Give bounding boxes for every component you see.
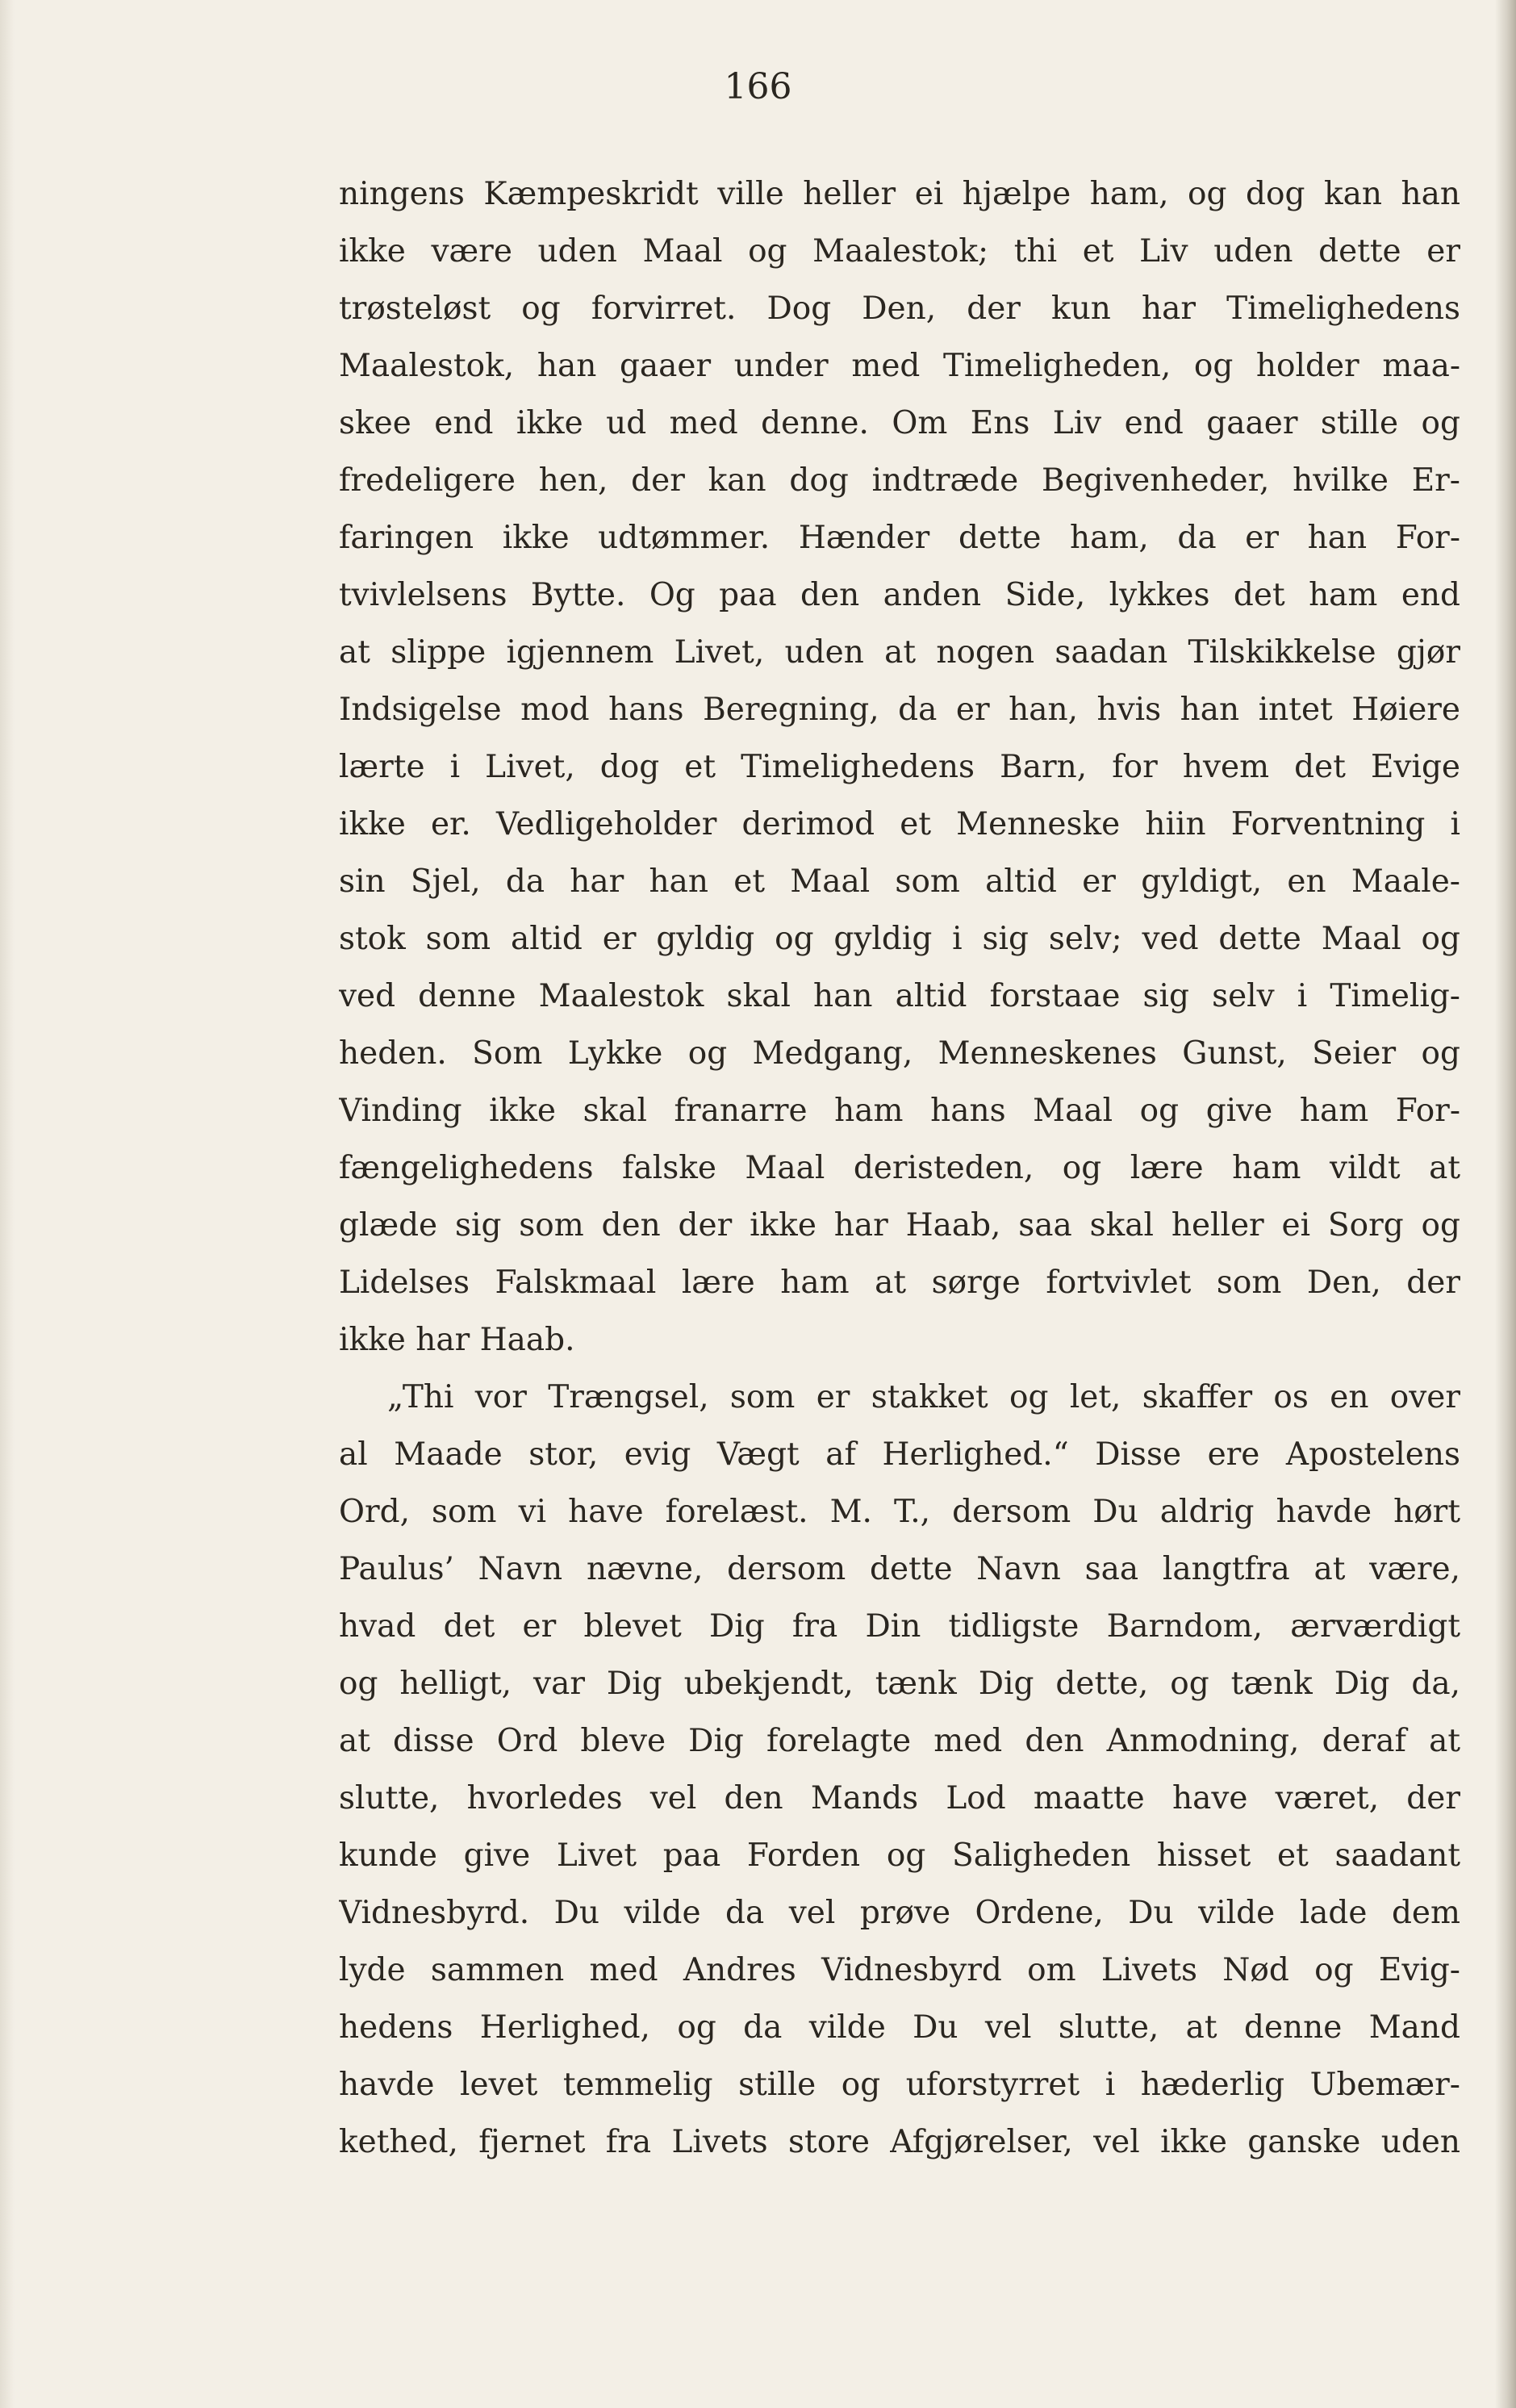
text-line: ikke har Haab. [339,1322,575,1358]
text-line: heden. Som Lykke og Medgang, Menneskenes Gunst, Seier og [339,1035,1460,1072]
text-line: kunde give Livet paa Forden og Saligheden hisset et saadant [339,1837,1460,1874]
text-line: kethed, fjernet fra Livets store Afgjørelser, vel ikke ganske uden [339,2124,1460,2160]
text-line: Lidelses Falskmaal lære ham at sørge fortvivlet som Den, der [339,1265,1460,1301]
text-line: trøsteløst og forvirret. Dog Den, der kun har Timelighedens [339,291,1460,327]
text-line: havde levet temmelig stille og uforstyrret i hæderlig Ubemær- [339,2067,1460,2103]
text-line: glæde sig som den der ikke har Haab, saa skal heller ei Sorg og [339,1207,1460,1244]
text-line: ved denne Maalestok skal han altid forstaae sig selv i Timelig- [339,978,1460,1014]
text-line: Vinding ikke skal franarre ham hans Maal og give ham For- [339,1093,1460,1129]
text-line: lyde sammen med Andres Vidnesbyrd om Livets Nød og Evig- [339,1952,1460,1988]
text-line: hedens Herlighed, og da vilde Du vel slutte, at denne Mand [339,2009,1460,2046]
text-line: at disse Ord bleve Dig forelagte med den Anmodning, deraf at [339,1723,1460,1759]
text-line: faringen ikke udtømmer. Hænder dette ham, da er han For- [339,520,1460,556]
text-line: slutte, hvorledes vel den Mands Lod maatte have været, der [339,1780,1460,1816]
text-line: Paulus’ Navn nævne, dersom dette Navn saa langtfra at være, [339,1551,1460,1587]
text-line: Maalestok, han gaaer under med Timeligheden, og holder maa- [339,348,1460,384]
text-line: ningens Kæmpeskridt ville heller ei hjælpe ham, og dog kan han [339,176,1460,212]
text-line: lærte i Livet, dog et Timelighedens Barn, for hvem det Evige [339,749,1460,785]
text-line: stok som altid er gyldig og gyldig i sig selv; ved dette Maal og [339,921,1460,957]
text-line: Indsigelse mod hans Beregning, da er han, hvis han intet Høiere [339,692,1460,728]
body-text [339,165,1460,2171]
text-line: Vidnesbyrd. Du vilde da vel prøve Ordene, Du vilde lade dem [339,1895,1460,1931]
text-line: fængelighedens falske Maal deristeden, og lære ham vildt at [339,1150,1460,1186]
text-line: „Thi vor Trængsel, som er stakket og let, skaffer os en over [387,1379,1460,1415]
scan-edge-left [0,0,15,2408]
text-line: tvivlelsens Bytte. Og paa den anden Side, lykkes det ham end [339,577,1460,613]
text-line: at slippe igjennem Livet, uden at nogen saadan Tilskikkelse gjør [339,634,1460,671]
scan-edge-right [1495,0,1516,2408]
text-line: Ord, som vi have forelæst. M. T., dersom Du aldrig havde hørt [339,1494,1460,1530]
text-line: sin Sjel, da har han et Maal som altid er gyldigt, en Maale- [339,863,1460,900]
text-line: al Maade stor, evig Vægt af Herlighed.“ Disse ere Apostelens [339,1436,1460,1473]
text-line: og helligt, var Dig ubekjendt, tænk Dig dette, og tænk Dig da, [339,1666,1460,1702]
text-line: ikke er. Vedligeholder derimod et Menneske hiin Forventning i [339,806,1460,842]
page-number: 166 [724,66,792,107]
text-line: fredeligere hen, der kan dog indtræde Begivenheder, hvilke Er- [339,462,1460,499]
text-line: skee end ikke ud med denne. Om Ens Liv end gaaer stille og [339,405,1460,441]
text-line: hvad det er blevet Dig fra Din tidligste Barndom, ærværdigt [339,1608,1460,1645]
text-line: ikke være uden Maal og Maalestok; thi et Liv uden dette er [339,233,1460,270]
